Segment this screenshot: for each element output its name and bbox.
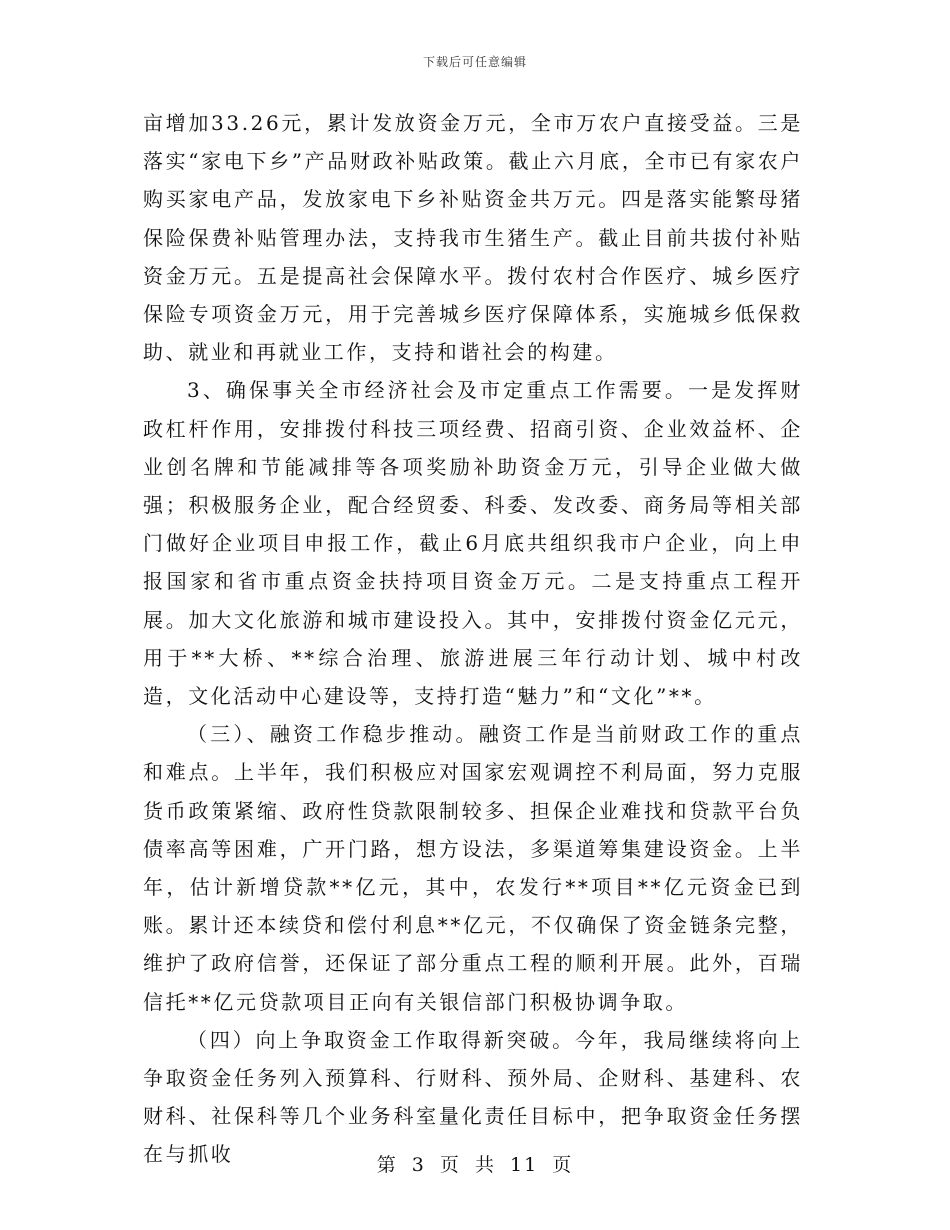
- paragraph-funding: （四）向上争取资金工作取得新突破。今年，我局继续将向上争取资金任务列入预算科、行财科、预外局、企财科、基建科、农财科、社保科等几个业务科室量化责任目标中，把争取资金任务摆在与抓收: [143, 1027, 803, 1167]
- paragraph-financing: （三）、融资工作稳步推动。融资工作是当前财政工作的重点和难点。上半年，我们积极应对国家宏观调控不利局面，努力克服货币政策紧缩、政府性贷款限制较多、担保企业难找和贷款平台负债率高等困难，广开门路，想方设法，多渠道筹集建设资金。上半年，估计新增贷款**亿元，其中，农发行**项目**亿元资金已到账。累计还本续贷和偿付利息**亿元，不仅确保了资金链条完整，维护了政府信誉，还保证了部分重点工程的顺利开展。此外，百瑞信托**亿元贷款项目正向有关银信部门积极协调争取。: [143, 722, 803, 1014]
- page-number: 第 3 页 共 11 页: [376, 1154, 574, 1176]
- paragraph-continued: 亩增加33.26元，累计发放资金万元，全市万农户直接受益。三是落实“家电下乡”产品财政补贴政策。截止六月底，全市已有家农户购买家电产品，发放家电下乡补贴资金共万元。四是落实能繁母猪保险保费补贴管理办法，支持我市生猪生产。截止目前共拔付补贴资金万元。五是提高社会保障水平。拨付农村合作医疗、城乡医疗保险专项资金万元，用于完善城乡医疗保障体系，实施城乡低保救助、就业和再就业工作，支持和谐社会的构建。: [143, 111, 803, 365]
- paragraph-key-work: 3、确保事关全市经济社会及市定重点工作需要。一是发挥财政杠杆作用，安排拨付科技三项经费、招商引资、企业效益杯、企业创名牌和节能减排等各项奖励补助资金万元，引导企业做大做强；积极服务企业，配合经贸委、科委、发改委、商务局等相关部门做好企业项目申报工作，截止6月底共组织我市户企业，向上申报国家和省市重点资金扶持项目资金万元。二是支持重点工程开展。加大文化旅游和城市建设投入。其中，安排拨付资金亿元元，用于**大桥、**综合治理、旅游进展三年行动计划、城中村改造，文化活动中心建设等，支持打造“魅力”和“文化”**。: [143, 378, 803, 709]
- page-header: 下载后可任意编辑: [422, 55, 527, 69]
- document-body: [143, 104, 803, 1174]
